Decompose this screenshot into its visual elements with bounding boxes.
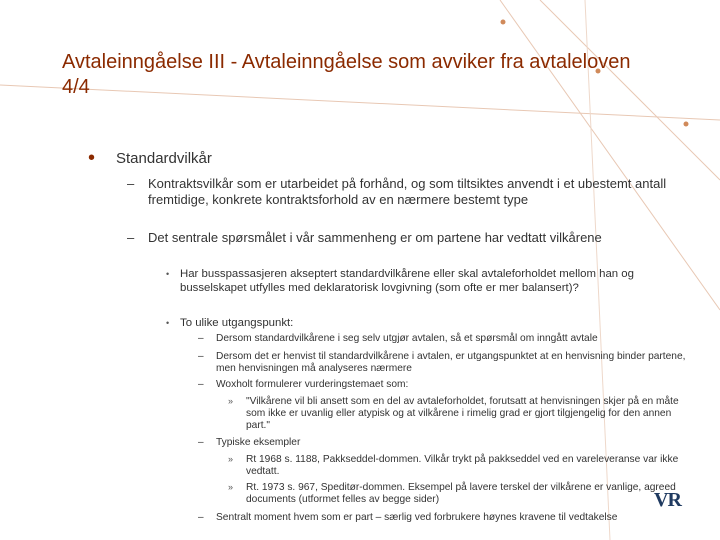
level3-item: Har busspassasjeren akseptert standardvilkårene eller skal avtaleforholdet mellom han og busselskapet utfylles med deklaratorisk lovgivning (som ofte er mer balansert)? [180,268,634,294]
decor-dot [501,20,506,25]
level4-item: Dersom det er henvist til standardvilkårene i avtalen, er utgangspunktet at en henvisning binder partene, men henvisningen må analyseres nærmere [216,351,686,374]
arrow-bullet-icon: » [228,396,234,406]
dash-icon: – [127,230,135,245]
arrow-bullet-icon: » [228,482,234,492]
level4-item: Typiske eksempler [216,437,301,448]
level4-item: Dersom standardvilkårene i seg selv utgjør avtalen, så et spørsmål om inngått avtale [216,333,598,344]
decor-dot [684,122,689,127]
dash-icon: – [198,333,204,344]
arrow-bullet-icon: » [228,454,234,464]
dash-icon: – [198,379,204,390]
dash-icon: – [198,351,204,362]
bullet-dot-icon: • [88,147,96,169]
level2-item: Det sentrale spørsmålet i vår sammenheng er om partene har vedtatt vilkårene [148,230,602,245]
slide-title: Avtaleinngåelse III - Avtaleinngåelse som avviker fra avtaleloven 4/4 [62,51,631,98]
main-bullet: Standardvilkår [116,150,212,167]
level3-item: To ulike utgangspunkt: [180,317,294,329]
dash-icon: – [127,176,135,191]
small-bullet-icon: • [166,269,170,279]
level4-item: Sentralt moment hvem som er part – særlig ved forbrukere høynes kravene til vedtakelse [216,512,618,523]
level5-example: Rt 1968 s. 1188, Pakkseddel-dommen. Vilkår trykt på pakkseddel ved en vareleveranse var ikke vedtatt. [246,454,679,477]
dash-icon: – [198,437,204,448]
level5-quote: "Vilkårene vil bli ansett som en del av avtaleforholdet, forutsatt at henvisningen skjer på en måte som ikke er uvanlig eller atypisk og at vilkårene i rimelig grad er gjort tilgjengelig for den annen part." [246,396,679,431]
level2-item: Kontraktsvilkår som er utarbeidet på forhånd, og som tiltsiktes anvendt i et ubestemt antall fremtidige, konkrete kontraktsforhold av en nærmere bestemt type [148,176,667,207]
dash-icon: – [198,512,204,523]
small-bullet-icon: • [166,318,170,328]
level5-example: Rt. 1973 s. 967, Speditør-dommen. Eksempel på lavere terskel der vilkårene er vanlige, agreed documents (utformet felles av begge sider) [246,482,676,505]
logo: VR [654,489,681,511]
level4-item: Woxholt formulerer vurderingstemaet som: [216,379,409,390]
